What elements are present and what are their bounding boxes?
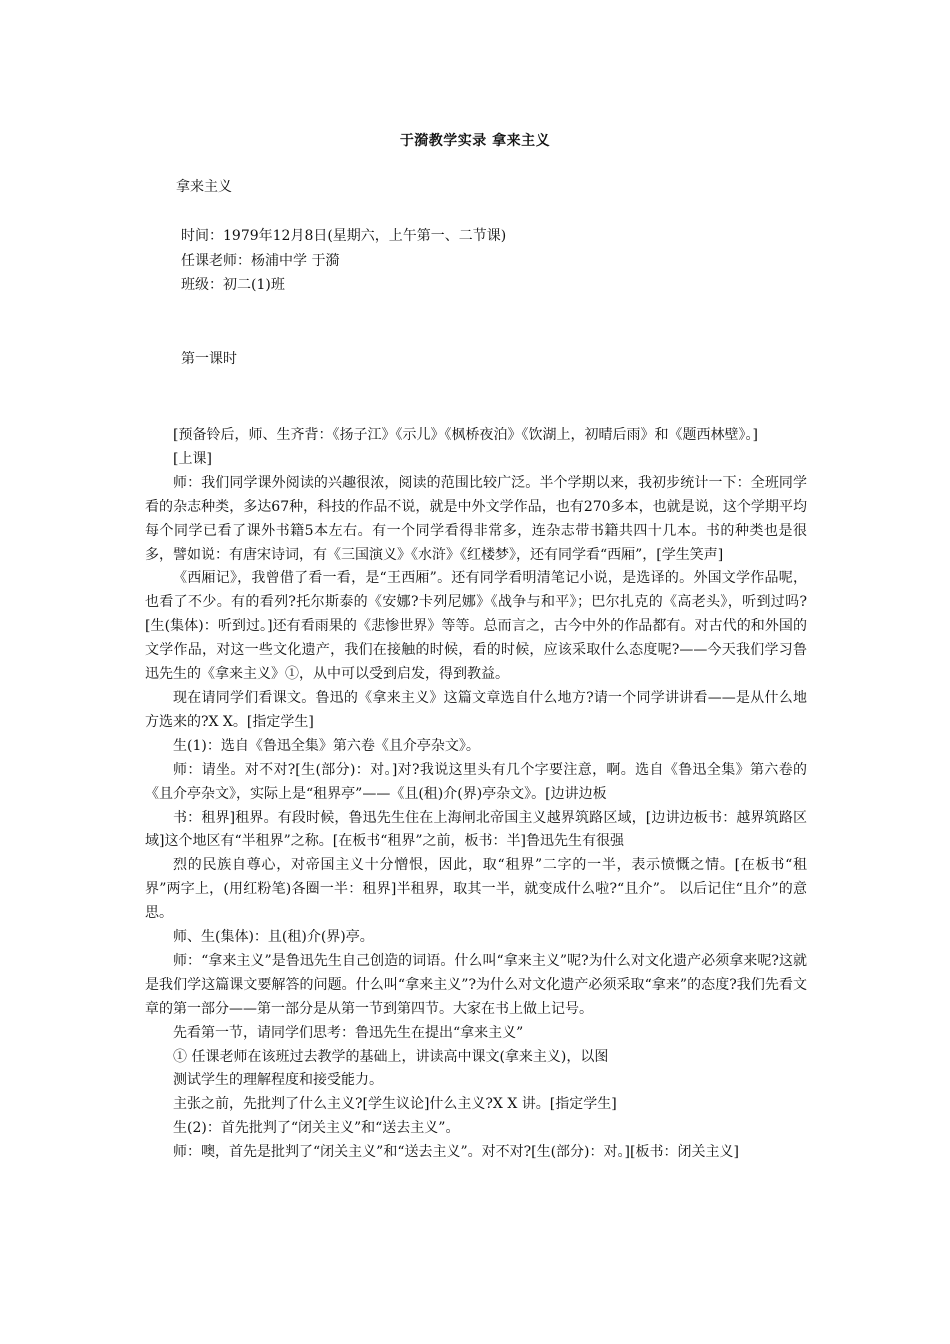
paragraph: 师：“拿来主义”是鲁迅先生自己创造的词语。什么叫“拿来主义”呢?为什么对文化遗产必须拿来呢?这就是我们学这篇课文要解答的问题。什么叫“拿来主义”?为什么对文化遗产必须采取“拿来”的态度?我们先看文章的第一部分——第一部分是从第一节到第四节。大家在书上做上记号。	[145, 952, 807, 1017]
paragraph: 先看第一节，请同学们思考：鲁迅先生在提出“拿来主义”	[173, 1024, 524, 1041]
footnote: 测试学生的理解程度和接受能力。	[173, 1072, 383, 1089]
paragraph: 师：请坐。对不对?[生(部分)：对。]对?我说这里头有几个字要注意，啊。选自《鲁迅全集》第六卷的《且介亭杂文》，实际上是“租界亭”——《且(租)介(界)亭杂文》。[边讲边板	[145, 761, 807, 802]
lesson-transcript	[145, 424, 807, 1165]
paragraph: 现在请同学们看课文。鲁迅的《拿来主义》这篇文章选自什么地方?请一个同学讲讲看——是从什么地方选来的?X X。[指定学生]	[145, 689, 807, 730]
meta-teacher: 任课老师：杨浦中学 于漪	[181, 253, 340, 269]
meta-time: 时间：1979年12月8日(星期六，上午第一、二节课)	[181, 228, 507, 244]
paragraph: 师：我们同学课外阅读的兴趣很浓，阅读的范围比较广泛。半个学期以来，我初步统计一下：全班同学看的杂志种类，多达67种，科技的作品不说，就是中外文学作品，也有270多本，也就是说，这个学期平均每个同学已看了课外书籍5本左右。有一个同学看得非常多，连杂志带书籍共四十几本。书的种类也是很多，譬如说：有唐宋诗词，有《三国演义》《水浒》《红楼梦》，还有同学看“西厢”，[学生笑声]	[145, 474, 807, 563]
paragraph: 《西厢记》，我曾借了看一看，是“王西厢”。还有同学看明清笔记小说，是选译的。外国文学作品呢，也看了不少。有的看列?托尔斯泰的《安娜?卡列尼娜》《战争与和平》；巴尔扎克的《高老头》，听到过吗?[生(集体)：听到过。]还有看雨果的《悲惨世界》等等。总而言之，古今中外的作品都有。对古代的和外国的文学作品，对这一些文化遗产，我们在接触的时候，看的时候，应该采取什么态度呢?——今天我们学习鲁迅先生的《拿来主义》①，从中可以受到启发，得到教益。	[145, 570, 807, 683]
section-heading: 拿来主义	[176, 179, 232, 195]
document-title: 于漪教学实录 拿来主义	[399, 133, 551, 149]
lesson-heading: 第一课时	[181, 351, 237, 367]
paragraph: 师：噢，首先是批判了“闭关主义”和“送去主义”。对不对?[生(部分)：对。][板书：闭关主义]	[173, 1144, 739, 1161]
paragraph: [上课]	[173, 450, 212, 467]
paragraph: 烈的民族自尊心，对帝国主义十分憎恨，因此，取“租界”二字的一半，表示愤慨之情。[在板书“租界”两字上，(用红粉笔)各圈一半：租界]半租界，取其一半，就变成什么啦?“且介”。 以后记住“且介”的意思。	[145, 857, 807, 922]
paragraph: 书：租界]租界。有段时候，鲁迅先生住在上海闸北帝国主义越界筑路区域，[边讲边板书：越界筑路区域]这个地区有“半租界”之称。[在板书“租界”之前，板书：半]鲁迅先生有很强	[145, 809, 807, 850]
paragraph: 生(1)：选自《鲁迅全集》第六卷《且介亭杂文》。	[173, 737, 480, 754]
paragraph: 生(2)：首先批判了“闭关主义”和“送去主义”。	[173, 1120, 460, 1137]
paragraph: 师、生(集体)：且(租)介(界)亭。	[173, 929, 374, 946]
footnote: ① 任课老师在该班过去教学的基础上，讲读高中课文(拿来主义)，以图	[173, 1048, 609, 1065]
paragraph: 主张之前，先批判了什么主义?[学生议论]什么主义?X X 讲。[指定学生]	[173, 1096, 617, 1113]
meta-class: 班级：初二(1)班	[181, 277, 285, 293]
paragraph: [预备铃后，师、生齐背：《扬子江》《示儿》《枫桥夜泊》《饮湖上，初晴后雨》和《题西林壁》。]	[173, 427, 758, 443]
